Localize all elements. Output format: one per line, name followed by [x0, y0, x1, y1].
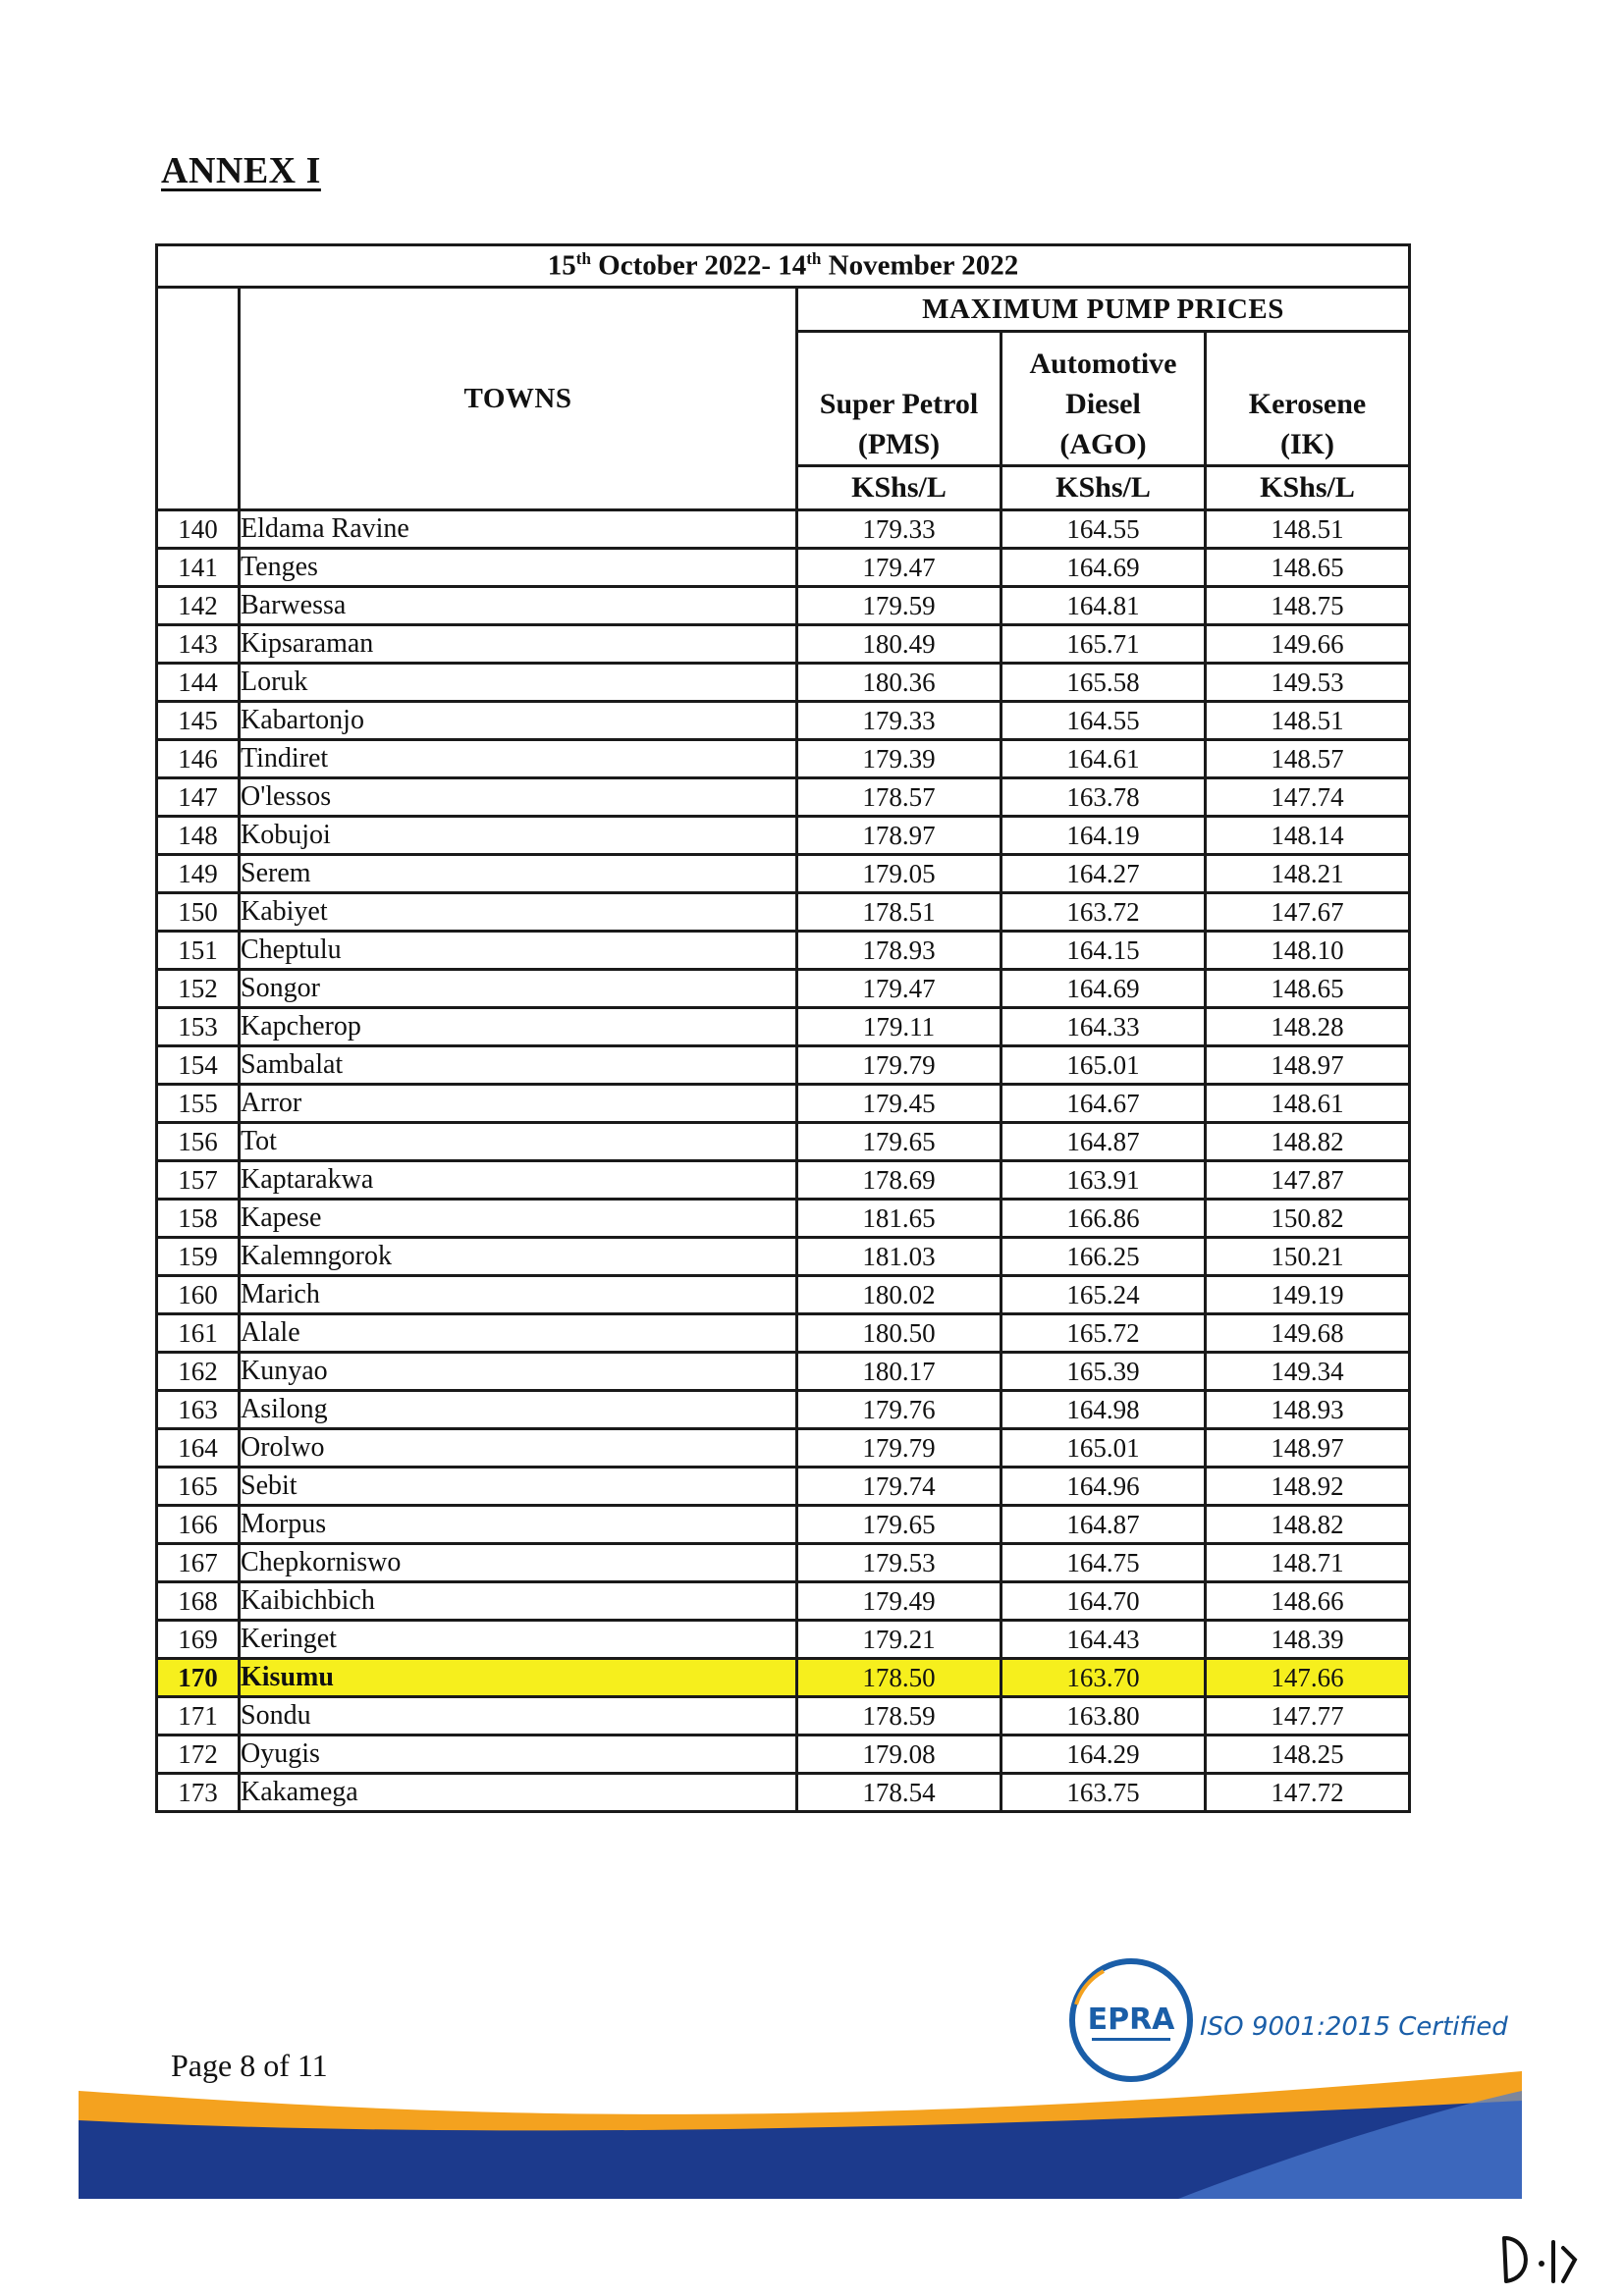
ago-price: 164.19: [1001, 817, 1206, 855]
table-row: [157, 1161, 1410, 1200]
town-name: Kobujoi: [240, 817, 797, 855]
town-number: 172: [157, 1735, 240, 1774]
ik-price: 148.97: [1206, 1046, 1410, 1085]
ik-price: 148.51: [1206, 702, 1410, 740]
ago-price: 164.55: [1001, 702, 1206, 740]
town-name: Kabiyet: [240, 893, 797, 932]
ik-column-header: Kerosene (IK): [1206, 332, 1410, 466]
town-name: Kaibichbich: [240, 1582, 797, 1621]
town-number: 166: [157, 1506, 240, 1544]
price-rows: [157, 510, 1410, 1812]
ik-price: 150.82: [1206, 1200, 1410, 1238]
pms-price: 178.50: [797, 1659, 1001, 1697]
table-row: [157, 1774, 1410, 1812]
ik-price: 148.14: [1206, 817, 1410, 855]
ago-price: 163.70: [1001, 1659, 1206, 1697]
town-name: Kakamega: [240, 1774, 797, 1812]
towns-column-header: TOWNS: [240, 288, 797, 510]
town-name: Kalemngorok: [240, 1238, 797, 1276]
ik-price: 147.87: [1206, 1161, 1410, 1200]
pms-price: 178.54: [797, 1774, 1001, 1812]
town-name: Sebit: [240, 1468, 797, 1506]
ik-price: 148.65: [1206, 970, 1410, 1008]
table-row: [157, 587, 1410, 625]
ik-price: 148.97: [1206, 1429, 1410, 1468]
town-number: 171: [157, 1697, 240, 1735]
town-number: 173: [157, 1774, 240, 1812]
ago-price: 165.24: [1001, 1276, 1206, 1314]
pms-column-header: Super Petrol (PMS): [797, 332, 1001, 466]
ik-price: 148.39: [1206, 1621, 1410, 1659]
pms-price: 180.02: [797, 1276, 1001, 1314]
ago-price: 166.25: [1001, 1238, 1206, 1276]
table-row: [157, 1735, 1410, 1774]
table-row: [157, 932, 1410, 970]
table-row: [157, 1085, 1410, 1123]
iso-certification: ISO 9001:2015 Certified: [1200, 2012, 1508, 2042]
table-row: [157, 970, 1410, 1008]
ik-price: 148.93: [1206, 1391, 1410, 1429]
ago-price: 164.27: [1001, 855, 1206, 893]
page-number: Page 8 of 11: [171, 2048, 328, 2083]
pms-price: 179.53: [797, 1544, 1001, 1582]
town-number: 170: [157, 1659, 240, 1697]
town-number: 167: [157, 1544, 240, 1582]
table-row: [157, 1621, 1410, 1659]
table-row: [157, 1659, 1410, 1697]
pms-price: 178.51: [797, 893, 1001, 932]
table-row: [157, 510, 1410, 549]
town-number: 164: [157, 1429, 240, 1468]
ik-price: 148.71: [1206, 1544, 1410, 1582]
town-number: 168: [157, 1582, 240, 1621]
town-number: 159: [157, 1238, 240, 1276]
ik-price: 148.75: [1206, 587, 1410, 625]
town-name: Marich: [240, 1276, 797, 1314]
town-number: 156: [157, 1123, 240, 1161]
town-name: Eldama Ravine: [240, 510, 797, 549]
town-number: 149: [157, 855, 240, 893]
ago-price: 163.91: [1001, 1161, 1206, 1200]
ik-price: 150.21: [1206, 1238, 1410, 1276]
ago-price: 164.29: [1001, 1735, 1206, 1774]
ik-price: 149.19: [1206, 1276, 1410, 1314]
pms-price: 181.65: [797, 1200, 1001, 1238]
pms-price: 180.49: [797, 625, 1001, 664]
ik-price: 148.25: [1206, 1735, 1410, 1774]
pump-prices-table: [155, 243, 1411, 1813]
pms-price: 180.50: [797, 1314, 1001, 1353]
town-name: Kabartonjo: [240, 702, 797, 740]
ago-price: 165.01: [1001, 1429, 1206, 1468]
ik-price: 147.77: [1206, 1697, 1410, 1735]
table-row: [157, 1506, 1410, 1544]
table-row: [157, 1008, 1410, 1046]
town-name: Arror: [240, 1085, 797, 1123]
pms-price: 179.74: [797, 1468, 1001, 1506]
town-number: 143: [157, 625, 240, 664]
table-row: [157, 1544, 1410, 1582]
town-name: Tindiret: [240, 740, 797, 778]
ago-price: 165.72: [1001, 1314, 1206, 1353]
town-name: Keringet: [240, 1621, 797, 1659]
pms-price: 180.36: [797, 664, 1001, 702]
table-row: [157, 1582, 1410, 1621]
max-pump-prices-header: MAXIMUM PUMP PRICES: [797, 288, 1410, 332]
ago-price: 164.87: [1001, 1123, 1206, 1161]
town-number: 160: [157, 1276, 240, 1314]
town-number: 165: [157, 1468, 240, 1506]
town-name: Tenges: [240, 549, 797, 587]
pms-price: 178.59: [797, 1697, 1001, 1735]
pms-price: 179.79: [797, 1429, 1001, 1468]
town-name: Songor: [240, 970, 797, 1008]
table-row: [157, 778, 1410, 817]
table-row: [157, 1200, 1410, 1238]
annex-title: ANNEX I: [161, 150, 321, 191]
town-number: 161: [157, 1314, 240, 1353]
ik-price: 148.82: [1206, 1123, 1410, 1161]
town-number: 140: [157, 510, 240, 549]
pms-price: 178.97: [797, 817, 1001, 855]
town-number: 158: [157, 1200, 240, 1238]
town-number: 169: [157, 1621, 240, 1659]
ik-price: 149.53: [1206, 664, 1410, 702]
pms-price: 179.45: [797, 1085, 1001, 1123]
table-row: [157, 1123, 1410, 1161]
town-name: O'lessos: [240, 778, 797, 817]
pms-price: 179.21: [797, 1621, 1001, 1659]
table-row: [157, 1697, 1410, 1735]
table-row: [157, 625, 1410, 664]
table-row: [157, 664, 1410, 702]
ago-price: 165.58: [1001, 664, 1206, 702]
pms-price: 178.69: [797, 1161, 1001, 1200]
town-name: Oyugis: [240, 1735, 797, 1774]
ago-price: 165.71: [1001, 625, 1206, 664]
ago-price: 164.75: [1001, 1544, 1206, 1582]
ago-price: 164.69: [1001, 549, 1206, 587]
ik-price: 148.92: [1206, 1468, 1410, 1506]
table-row: [157, 1314, 1410, 1353]
town-number: 152: [157, 970, 240, 1008]
table-row: [157, 893, 1410, 932]
town-name: Serem: [240, 855, 797, 893]
table-row: [157, 1353, 1410, 1391]
town-number: 157: [157, 1161, 240, 1200]
ago-unit: KShs/L: [1001, 466, 1206, 510]
town-name: Cheptulu: [240, 932, 797, 970]
pms-price: 179.08: [797, 1735, 1001, 1774]
pms-price: 179.33: [797, 510, 1001, 549]
ago-price: 163.75: [1001, 1774, 1206, 1812]
pms-price: 179.05: [797, 855, 1001, 893]
town-number: 151: [157, 932, 240, 970]
pms-price: 178.57: [797, 778, 1001, 817]
town-name: Chepkorniswo: [240, 1544, 797, 1582]
ago-price: 164.43: [1001, 1621, 1206, 1659]
town-number: 162: [157, 1353, 240, 1391]
pms-price: 179.49: [797, 1582, 1001, 1621]
table-row: [157, 1391, 1410, 1429]
ik-price: 147.67: [1206, 893, 1410, 932]
ik-price: 148.65: [1206, 549, 1410, 587]
epra-logo: [1064, 1953, 1198, 2087]
ik-price: 148.66: [1206, 1582, 1410, 1621]
town-number: 147: [157, 778, 240, 817]
town-number: 148: [157, 817, 240, 855]
pms-price: 179.47: [797, 970, 1001, 1008]
town-number: 141: [157, 549, 240, 587]
ago-price: 164.70: [1001, 1582, 1206, 1621]
ik-price: 148.28: [1206, 1008, 1410, 1046]
town-name: Tot: [240, 1123, 797, 1161]
town-name: Kipsaraman: [240, 625, 797, 664]
table-row: [157, 1468, 1410, 1506]
town-name: Barwessa: [240, 587, 797, 625]
ik-price: 148.61: [1206, 1085, 1410, 1123]
pms-price: 179.65: [797, 1506, 1001, 1544]
ik-price: 148.51: [1206, 510, 1410, 549]
town-name: Sambalat: [240, 1046, 797, 1085]
ago-price: 163.78: [1001, 778, 1206, 817]
pms-unit: KShs/L: [797, 466, 1001, 510]
town-number: 146: [157, 740, 240, 778]
ago-price: 163.80: [1001, 1697, 1206, 1735]
footer-decorative-band: [79, 2071, 1522, 2199]
ago-price: 164.33: [1001, 1008, 1206, 1046]
pms-price: 179.76: [797, 1391, 1001, 1429]
table-row: [157, 855, 1410, 893]
town-name: Loruk: [240, 664, 797, 702]
table-row: [157, 1429, 1410, 1468]
town-number: 150: [157, 893, 240, 932]
town-number: 142: [157, 587, 240, 625]
ik-price: 149.66: [1206, 625, 1410, 664]
table-row: [157, 1046, 1410, 1085]
ago-price: 165.01: [1001, 1046, 1206, 1085]
town-name: Morpus: [240, 1506, 797, 1544]
town-name: Orolwo: [240, 1429, 797, 1468]
ago-column-header: Automotive Diesel (AGO): [1001, 332, 1206, 466]
table-row: [157, 1276, 1410, 1314]
town-number: 145: [157, 702, 240, 740]
town-number: 154: [157, 1046, 240, 1085]
number-column-header: [157, 288, 240, 510]
ik-price: 149.68: [1206, 1314, 1410, 1353]
ago-price: 165.39: [1001, 1353, 1206, 1391]
ik-unit: KShs/L: [1206, 466, 1410, 510]
ago-price: 164.15: [1001, 932, 1206, 970]
ago-price: 164.61: [1001, 740, 1206, 778]
ago-price: 164.98: [1001, 1391, 1206, 1429]
table-row: [157, 817, 1410, 855]
ik-price: 148.57: [1206, 740, 1410, 778]
ago-price: 166.86: [1001, 1200, 1206, 1238]
ik-price: 147.74: [1206, 778, 1410, 817]
town-name: Alale: [240, 1314, 797, 1353]
pms-price: 178.93: [797, 932, 1001, 970]
town-name: Kunyao: [240, 1353, 797, 1391]
pms-price: 179.65: [797, 1123, 1001, 1161]
town-number: 163: [157, 1391, 240, 1429]
ago-price: 164.67: [1001, 1085, 1206, 1123]
ago-price: 163.72: [1001, 893, 1206, 932]
ik-price: 148.82: [1206, 1506, 1410, 1544]
ago-price: 164.96: [1001, 1468, 1206, 1506]
pms-price: 179.11: [797, 1008, 1001, 1046]
table-row: [157, 740, 1410, 778]
ago-price: 164.69: [1001, 970, 1206, 1008]
town-name: Kapese: [240, 1200, 797, 1238]
handwritten-initials: [1496, 2230, 1585, 2289]
ik-price: 148.10: [1206, 932, 1410, 970]
town-name: Kaptarakwa: [240, 1161, 797, 1200]
ik-price: 147.66: [1206, 1659, 1410, 1697]
ik-price: 149.34: [1206, 1353, 1410, 1391]
town-number: 155: [157, 1085, 240, 1123]
town-name: Kisumu: [240, 1659, 797, 1697]
table-row: [157, 1238, 1410, 1276]
pms-price: 179.79: [797, 1046, 1001, 1085]
town-number: 144: [157, 664, 240, 702]
epra-logo-text: EPRA: [1087, 2002, 1175, 2037]
town-name: Sondu: [240, 1697, 797, 1735]
pms-price: 179.39: [797, 740, 1001, 778]
town-number: 153: [157, 1008, 240, 1046]
ago-price: 164.87: [1001, 1506, 1206, 1544]
pms-price: 181.03: [797, 1238, 1001, 1276]
town-name: Kapcherop: [240, 1008, 797, 1046]
pms-price: 179.59: [797, 587, 1001, 625]
table-row: [157, 549, 1410, 587]
pms-price: 180.17: [797, 1353, 1001, 1391]
ago-price: 164.81: [1001, 587, 1206, 625]
ik-price: 147.72: [1206, 1774, 1410, 1812]
ik-price: 148.21: [1206, 855, 1410, 893]
ago-price: 164.55: [1001, 510, 1206, 549]
pms-price: 179.33: [797, 702, 1001, 740]
table-row: [157, 702, 1410, 740]
pms-price: 179.47: [797, 549, 1001, 587]
town-name: Asilong: [240, 1391, 797, 1429]
period-header: 15th October 2022- 14th November 2022: [157, 245, 1410, 288]
